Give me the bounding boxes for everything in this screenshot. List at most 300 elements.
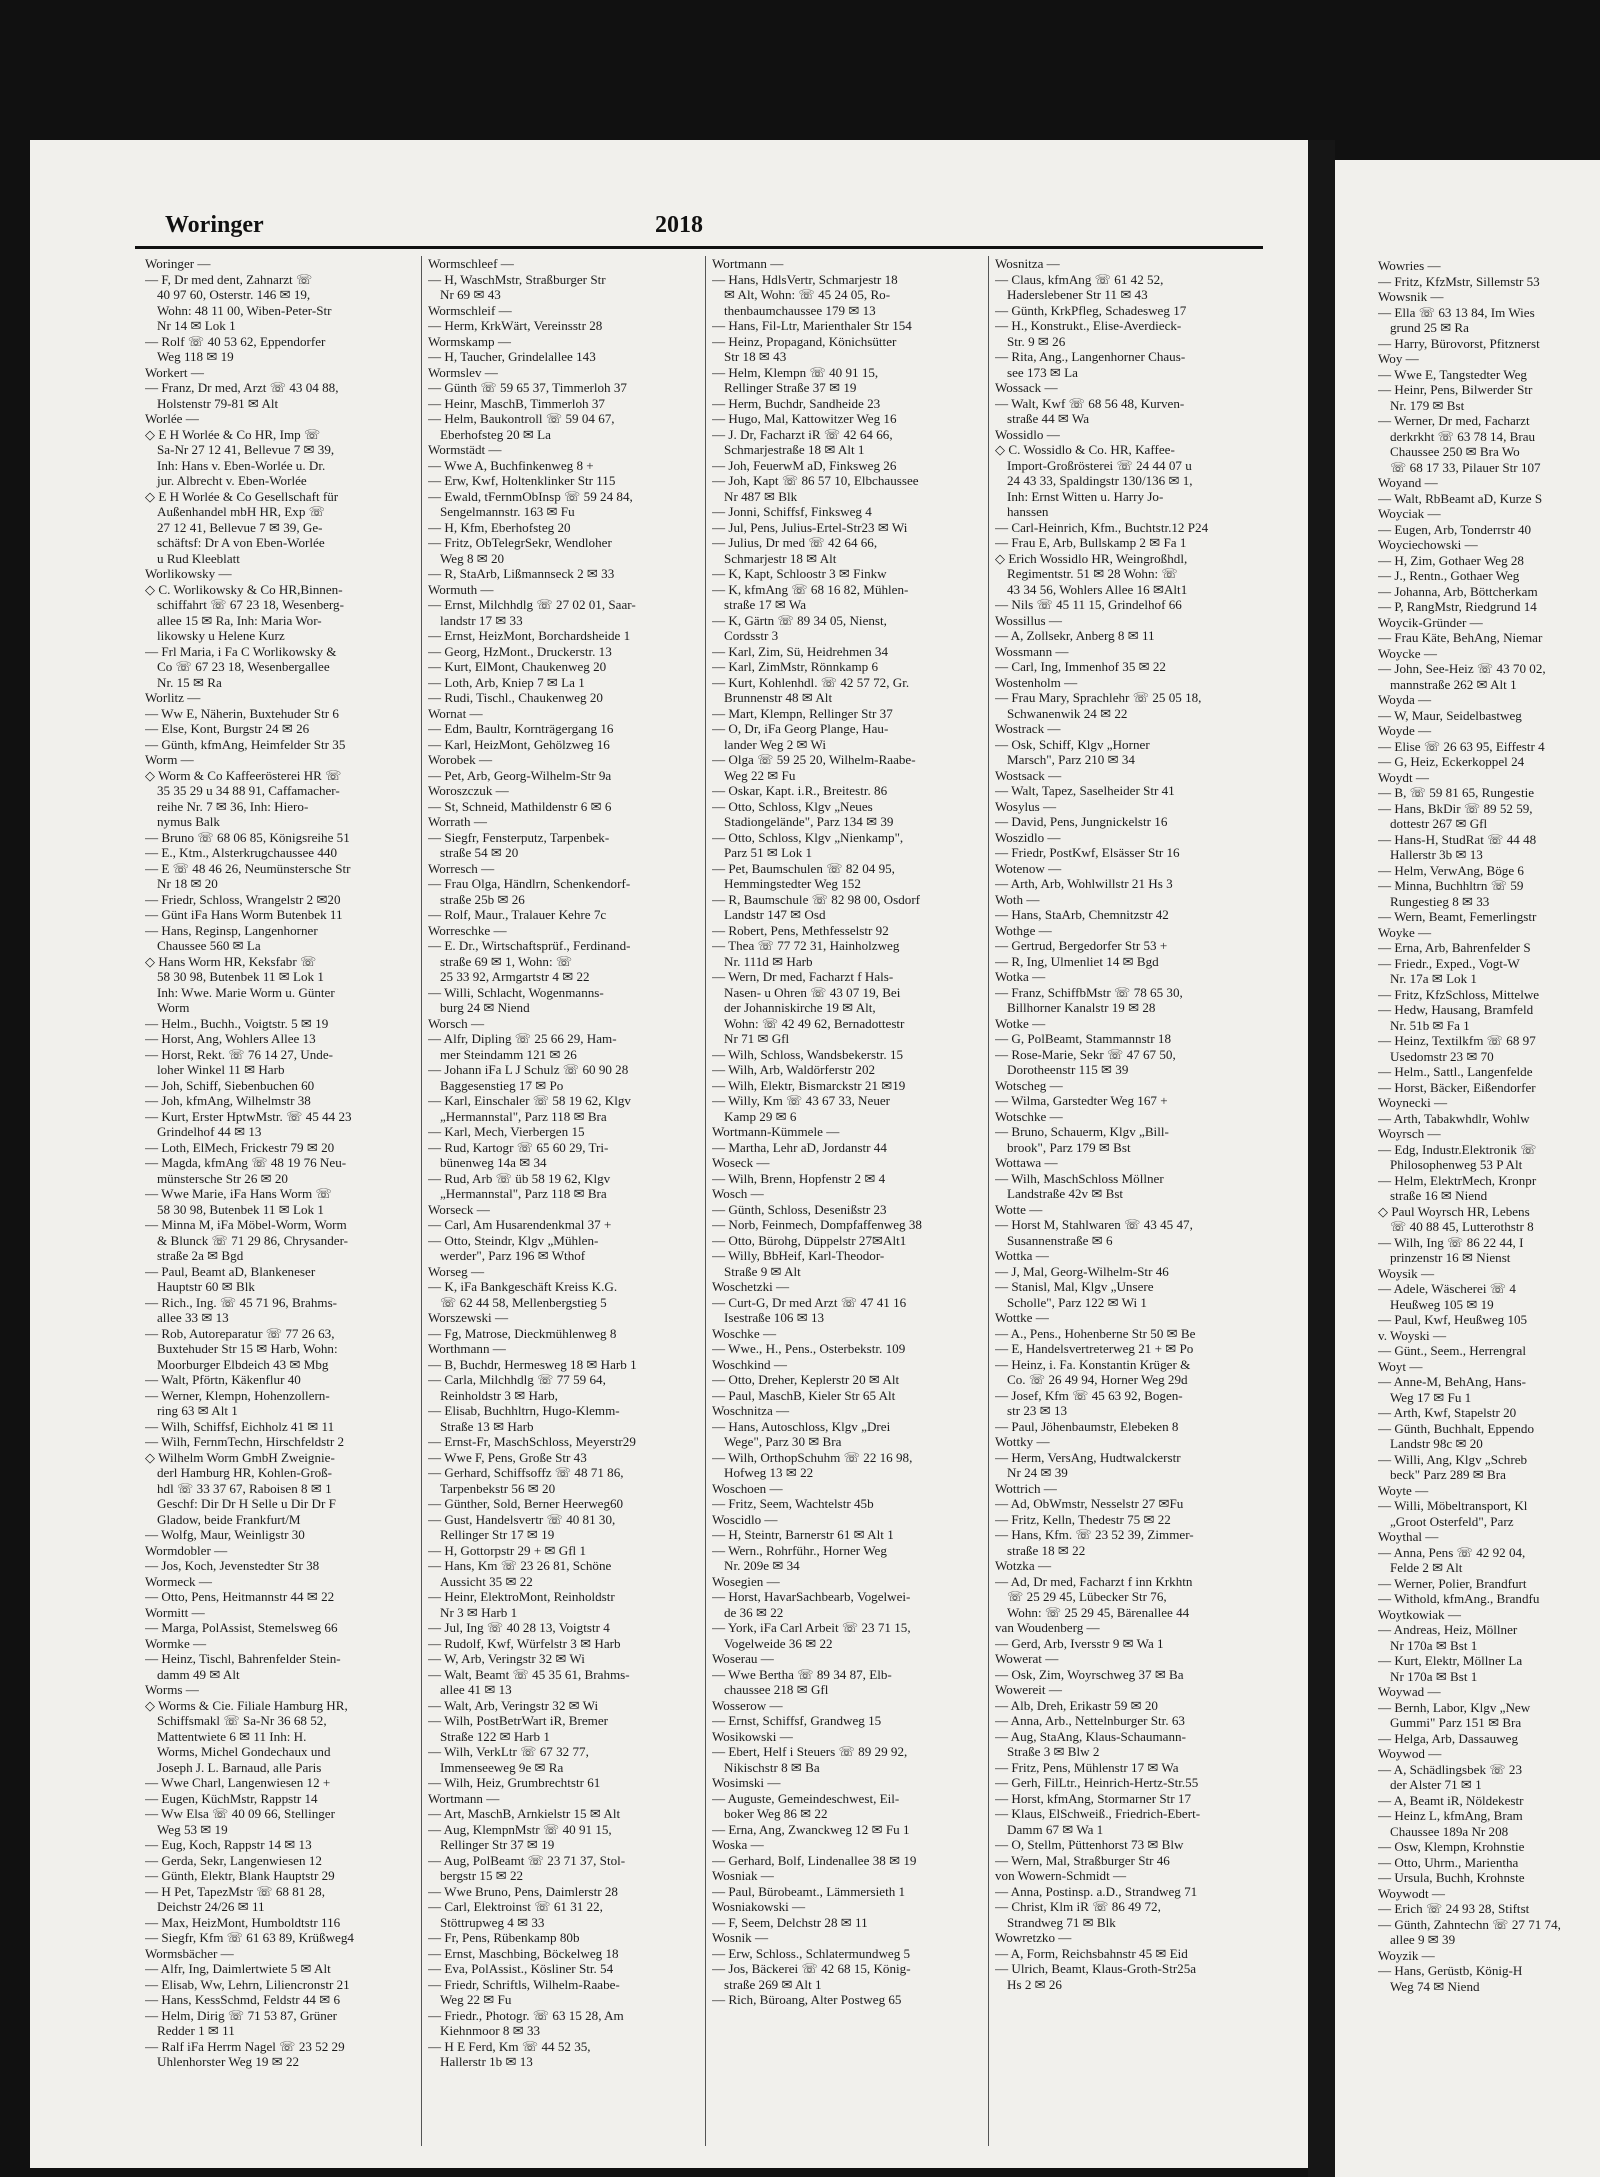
directory-entry: — Paul, MaschB, Kieler Str 65 Alt — [712, 1387, 896, 1403]
directory-entry: — Wilh, MaschSchloss Möllner — [995, 1170, 1164, 1186]
entry-continuation: Gummi" Parz 151 ✉ Bra — [1390, 1715, 1522, 1730]
directory-entry: — Elisab, Buchhltrn, Hugo-Klemm- — [428, 1403, 620, 1418]
directory-entry: — O, Stellm, Püttenhorst 73 ✉ Blw — [995, 1837, 1184, 1852]
surname-heading: Wormuth — — [428, 581, 494, 597]
surname-heading: Woringer — — [145, 256, 211, 271]
surname-heading: Woyde — — [1378, 723, 1432, 738]
surname-heading: Woyte — — [1378, 1482, 1429, 1498]
entry-continuation: Scholle", Parz 122 ✉ Wi 1 — [1007, 1294, 1147, 1310]
directory-entry: — Erw, Kwf, Holtenklinker Str 115 — [428, 473, 616, 488]
entry-continuation: straße 44 ✉ Wa — [1007, 411, 1090, 426]
entry-continuation: Felde 2 ✉ Alt — [1390, 1560, 1463, 1575]
surname-heading: Woschke — — [712, 1325, 777, 1341]
directory-entry: — Ernst-Fr, MaschSchloss, Meyerstr29 — [428, 1434, 636, 1449]
entry-continuation: Stadiongelände", Parz 134 ✉ 39 — [724, 814, 894, 829]
directory-entry: — H, Kfm, Eberhofsteg 20 — [428, 519, 571, 535]
entry-continuation: Nr. 51b ✉ Fa 1 — [1390, 1017, 1470, 1033]
surname-heading: Worms — — [145, 1682, 199, 1697]
entry-continuation: Nr. 209e ✉ 34 — [724, 1558, 800, 1573]
entry-continuation: Sa-Nr 27 12 41, Bellevue 7 ✉ 39, — [157, 442, 335, 457]
directory-entry: — Rudi, Tischl., Chaukenweg 20 — [428, 690, 603, 705]
surname-heading: Wosnitza — — [995, 256, 1060, 271]
surname-heading: Woyrsch — — [1378, 1126, 1441, 1141]
directory-entry: — Johanna, Arb, Böttcherkam — [1378, 583, 1538, 599]
entry-continuation: Haderslebener Str 11 ✉ 43 — [1007, 287, 1148, 302]
directory-entry: — Ernst, Maschbing, Böckelweg 18 — [428, 1945, 619, 1961]
directory-entry: — Otto, Schloss, Klgv „Nienkamp", — [712, 829, 904, 845]
directory-entry: — Friedr, Schloss, Wrangelstr 2 ✉20 — [145, 891, 341, 907]
entry-continuation: Nr 18 ✉ 20 — [157, 876, 218, 891]
directory-entry: — Elisab, Ww, Lehrn, Liliencronstr 21 — [145, 1976, 350, 1992]
entry-continuation: Uhlenhorster Weg 19 ✉ 22 — [157, 2054, 300, 2069]
entry-continuation: 35 35 29 u 34 88 91, Caffamacher- — [157, 783, 340, 798]
directory-entry: — Fritz, Pens, Mühlenstr 17 ✉ Wa — [995, 1759, 1179, 1775]
directory-entry: — Paul, Beamt aD, Blankeneser — [145, 1263, 316, 1279]
surname-heading: Woythal — — [1378, 1529, 1439, 1544]
entry-continuation: likowsky u Helene Kurz — [157, 628, 285, 643]
directory-entry: — Aug, StaAng, Klaus-Schaumann- — [995, 1728, 1186, 1744]
entry-continuation: Redder 1 ✉ 11 — [157, 2023, 235, 2038]
directory-entry: — Rich., Ing. ☏ 45 71 96, Brahms- — [145, 1294, 338, 1310]
directory-entry: — A, Form, Reichsbahnstr 45 ✉ Eid — [995, 1945, 1188, 1961]
directory-entry: — A, Zollsekr, Anberg 8 ✉ 11 — [995, 628, 1155, 643]
directory-entry: — Otto, Dreher, Keplerstr 20 ✉ Alt — [712, 1372, 900, 1387]
entry-continuation: Co ☏ 67 23 18, Wesenbergallee — [157, 659, 330, 674]
directory-entry: — Eugen, Arb, Tonderrstr 40 — [1378, 521, 1532, 537]
entry-continuation: Worm — [157, 1000, 190, 1015]
surname-heading: Woywad — — [1378, 1684, 1441, 1699]
directory-entry: — Eugen, KüchMstr, Rappstr 14 — [145, 1790, 318, 1806]
directory-entry: — Wolfg, Maur, Weinligstr 30 — [145, 1527, 305, 1542]
entry-continuation: Weg 17 ✉ Fu 1 — [1390, 1389, 1472, 1405]
surname-heading: Wosegien — — [712, 1573, 780, 1589]
directory-entry: — H., Konstrukt., Elise-Averdieck- — [995, 318, 1182, 333]
directory-entry: — Loth, ElMech, Frickestr 79 ✉ 20 — [145, 1139, 335, 1155]
directory-entry: — Günth, Elektr, Blank Hauptstr 29 — [145, 1868, 335, 1883]
directory-entry: ◇ Worms & Cie. Filiale Hamburg HR, — [145, 1697, 348, 1713]
directory-entry: — Carl, Ing, Immenhof 35 ✉ 22 — [995, 659, 1166, 674]
entry-continuation: str 23 ✉ 13 — [1007, 1403, 1068, 1418]
entry-continuation: Hallerstr 1b ✉ 13 — [440, 2054, 533, 2069]
entry-continuation: Geschf: Dir Dr H Selle u Dir Dr F — [157, 1496, 336, 1511]
directory-entry: — Joh, Kapt ☏ 86 57 10, Elbchaussee — [712, 473, 919, 488]
entry-continuation: Marsch", Parz 210 ✉ 34 — [1007, 752, 1135, 767]
directory-entry: — Frl Maria, i Fa C Worlikowsky & — [145, 643, 337, 659]
entry-continuation: straße 2a ✉ Bgd — [157, 1248, 244, 1263]
directory-entry: — Karl, Einschaler ☏ 58 19 62, Klgv — [428, 1093, 631, 1108]
directory-entry: — Nils ☏ 45 11 15, Grindelhof 66 — [995, 597, 1182, 612]
surname-heading: Wostenholm — — [995, 674, 1078, 690]
directory-entry: — Kurt, Erster HptwMstr. ☏ 45 44 23 — [145, 1108, 352, 1124]
surname-heading: Wosserow — — [712, 1697, 783, 1713]
directory-entry: — H, WaschMstr, Straßburger Str — [428, 271, 606, 287]
directory-entry: — Erna, Arb, Bahrenfelder S — [1378, 940, 1531, 955]
directory-entry: — Hans, KessSchmd, Feldstr 44 ✉ 6 — [145, 1992, 341, 2007]
running-head: Woringer — [165, 212, 264, 238]
directory-entry: — Wilh, OrthopSchuhm ☏ 22 16 98, — [712, 1449, 913, 1465]
surname-heading: Wowretzko — — [995, 1930, 1072, 1945]
directory-entry: — K, Kapt, Schloostr 3 ✉ Finkw — [712, 566, 887, 581]
directory-entry: — Minna M, iFa Möbel-Worm, Worm — [145, 1217, 347, 1232]
surname-heading: Wotschke — — [995, 1108, 1063, 1124]
directory-entry: — Werner, Dr med, Facharzt — [1378, 413, 1530, 428]
directory-entry: — Jos, Bäckerei ☏ 42 68 15, König- — [712, 1961, 911, 1976]
directory-entry: — Gerhard, Bolf, Lindenallee 38 ✉ 19 — [712, 1852, 917, 1868]
entry-continuation: de 36 ✉ 22 — [724, 1604, 784, 1620]
directory-entry: — David, Pens, Jungnickelstr 16 — [995, 814, 1168, 829]
directory-entry: — Frau Mary, Sprachlehr ☏ 25 05 18, — [995, 690, 1202, 705]
entry-continuation: ☏ 62 44 58, Mellenbergstieg 5 — [440, 1294, 607, 1310]
directory-entry: — Joh, Schiff, Siebenbuchen 60 — [145, 1077, 315, 1093]
directory-entry: — Wwe., H., Pens., Osterbekstr. 109 — [712, 1341, 906, 1356]
entry-continuation: straße 25b ✉ 26 — [440, 891, 525, 907]
entry-continuation: hanssen — [1007, 504, 1049, 519]
surname-heading: Woseck — — [712, 1155, 770, 1170]
directory-entry: — Walt, Arb, Veringstr 32 ✉ Wi — [428, 1697, 599, 1713]
surname-heading: Woywodt — — [1378, 1885, 1445, 1901]
directory-entry: — Walt, Kwf ☏ 68 56 48, Kurven- — [995, 395, 1185, 411]
directory-entry: — Osk, Zim, Woyrschweg 37 ✉ Ba — [995, 1666, 1184, 1682]
directory-entry: — Heinr, ElektroMont, Reinholdstr — [428, 1589, 615, 1604]
entry-continuation: Straße 13 ✉ Harb — [440, 1418, 534, 1434]
directory-entry: — Ernst, HeizMont, Borchardsheide 1 — [428, 628, 631, 643]
surname-heading: Woycik-Gründer — — [1378, 614, 1483, 630]
entry-continuation: lander Weg 2 ✉ Wi — [724, 736, 826, 752]
directory-entry: — Ewald, tFernmObInsp ☏ 59 24 84, — [428, 488, 633, 504]
directory-entry: — John, See-Heiz ☏ 43 70 02, — [1378, 661, 1546, 676]
directory-entry: — B, Buchdr, Hermesweg 18 ✉ Harb 1 — [428, 1356, 637, 1372]
entry-continuation: 40 97 60, Osterstr. 146 ✉ 19, — [157, 287, 311, 302]
directory-entry: — Otto, Uhrm., Marientha — [1378, 1854, 1519, 1870]
entry-continuation: Weg 22 ✉ Fu — [724, 767, 796, 783]
entry-continuation: Landstr 98c ✉ 20 — [1390, 1436, 1483, 1451]
directory-entry: — Wern., Rohrführ., Horner Weg — [712, 1542, 887, 1558]
directory-entry: — R, Baumschule ☏ 82 98 00, Osdorf — [712, 891, 921, 907]
entry-continuation: Str 18 ✉ 43 — [724, 349, 787, 364]
directory-entry: — Wern, Beamt, Femerlingstr — [1378, 909, 1537, 924]
directory-entry: — Willy, Km ☏ 43 67 33, Neuer — [712, 1093, 891, 1108]
directory-entry: — Heinz, Textilkfm ☏ 68 97 — [1378, 1033, 1536, 1048]
surname-heading: Woserau — — [712, 1651, 774, 1666]
entry-continuation: Schmarjestr 18 ✉ Alt — [724, 550, 837, 566]
surname-heading: Worlitz — — [145, 690, 201, 705]
directory-entry: — Jos, Koch, Jevenstedter Str 38 — [145, 1558, 320, 1573]
entry-continuation: Parz 51 ✉ Lok 1 — [724, 845, 813, 860]
entry-continuation: Chaussee 250 ✉ Bra Wo — [1390, 444, 1520, 459]
directory-entry: — Georg, HzMont., Druckerstr. 13 — [428, 643, 612, 659]
surname-heading: Wosylus — — [995, 798, 1057, 814]
directory-entry: — Wwe Charl, Langenwiesen 12 + — [145, 1775, 331, 1790]
directory-entry: — Siegfr, Kfm ☏ 61 63 89, Krüßweg4 — [145, 1930, 354, 1945]
entry-continuation: brook", Parz 179 ✉ Bst — [1007, 1139, 1131, 1155]
entry-continuation: Nr 24 ✉ 39 — [1007, 1465, 1068, 1480]
directory-entry: — Hugo, Mal, Kattowitzer Weg 16 — [712, 411, 897, 426]
directory-entry: — Friedr., Photogr. ☏ 63 15 28, Am — [428, 2007, 624, 2023]
directory-entry: — Loth, Arb, Kniep 7 ✉ La 1 — [428, 674, 585, 690]
directory-entry: ◇ Wilhelm Worm GmbH Zweignie- — [145, 1449, 335, 1465]
surname-heading: Wormschleif — — [428, 302, 512, 318]
surname-heading: Wosniakowski — — [712, 1899, 806, 1914]
entry-continuation: Weg 22 ✉ Fu — [440, 1992, 512, 2007]
entry-continuation: Regimentstr. 51 ✉ 28 Wohn: ☏ — [1007, 566, 1178, 581]
directory-entry: — Franz, Dr med, Arzt ☏ 43 04 88, — [145, 380, 339, 395]
entry-continuation: Holstenstr 79-81 ✉ Alt — [157, 395, 279, 411]
surname-heading: Worrath — — [428, 814, 487, 829]
directory-entry: — H, Gottorpstr 29 + ✉ Gfl 1 — [428, 1542, 587, 1558]
surname-heading: Woyand — — [1378, 475, 1438, 490]
entry-continuation: Schmarjestraße 18 ✉ Alt 1 — [724, 442, 865, 457]
directory-entry: — Hans-H, StudRat ☏ 44 48 — [1378, 831, 1537, 847]
directory-entry: — Magda, kfmAng ☏ 48 19 76 Neu- — [145, 1155, 347, 1170]
surname-heading: Worm — — [145, 752, 194, 767]
directory-entry: — Oskar, Kapt. i.R., Breitestr. 86 — [712, 783, 888, 798]
entry-continuation: Nr 71 ✉ Gfl — [724, 1031, 790, 1046]
directory-entry: — Franz, SchiffbMstr ☏ 78 65 30, — [995, 984, 1183, 1000]
surname-heading: Woysik — — [1378, 1265, 1435, 1281]
surname-heading: Wottrich — — [995, 1480, 1057, 1496]
directory-entry: — H, Zim, Gothaer Weg 28 — [1378, 552, 1524, 568]
surname-heading: van Woudenberg — — [995, 1620, 1100, 1635]
entry-continuation: Nr 487 ✉ Blk — [724, 488, 798, 504]
directory-entry: — Ursula, Buchh, Krohnste — [1378, 1870, 1525, 1885]
entry-continuation: Brunnenstr 48 ✉ Alt — [724, 690, 833, 705]
directory-entry: — Curt-G, Dr med Arzt ☏ 47 41 16 — [712, 1294, 907, 1310]
directory-entry: — A, Schädlingsbek ☏ 23 — [1378, 1761, 1523, 1777]
entry-continuation: Nr 3 ✉ Harb 1 — [440, 1604, 518, 1620]
directory-entry: — Friedr, PostKwf, Elsässer Str 16 — [995, 845, 1180, 860]
directory-entry: — Elise ☏ 26 63 95, Eiffestr 4 — [1378, 738, 1545, 754]
directory-entry: — Günth, Buchhalt, Eppendo — [1378, 1420, 1535, 1436]
directory-entry: — Kurt, Elektr, Möllner La — [1378, 1653, 1523, 1668]
directory-entry: — Friedr., Exped., Vogt-W — [1378, 955, 1520, 971]
directory-entry: — Hans, Kfm. ☏ 23 52 39, Zimmer- — [995, 1527, 1194, 1542]
directory-entry: — Wwe E, Tangstedter Weg — [1378, 366, 1527, 382]
entry-continuation: 25 33 92, Armgartstr 4 ✉ 22 — [440, 969, 590, 984]
directory-entry: — H, Steintr, Barnerstr 61 ✉ Alt 1 — [712, 1527, 894, 1542]
directory-entry: — Heinz L, kfmAng, Bram — [1378, 1808, 1523, 1823]
directory-entry: — Wern, Mal, Straßburger Str 46 — [995, 1852, 1170, 1868]
entry-continuation: Hs 2 ✉ 26 — [1007, 1976, 1062, 1992]
entry-continuation: ☏ 25 29 45, Lübecker Str 76, — [1007, 1589, 1167, 1604]
directory-entry: — Arth, Tabakwhdlr, Wohlw — [1378, 1110, 1530, 1126]
surname-heading: Woschkind — — [712, 1356, 787, 1372]
entry-continuation: Dorotheenstr 115 ✉ 39 — [1007, 1062, 1129, 1077]
directory-entry: — Helm, ElektrMech, Kronpr — [1378, 1172, 1537, 1188]
directory-entry: — Bruno ☏ 68 06 85, Königsreihe 51 — [145, 829, 350, 845]
entry-continuation: derkrkht ☏ 63 78 14, Brau — [1390, 428, 1536, 444]
directory-entry: — York, iFa Carl Arbeit ☏ 23 71 15, — [712, 1620, 911, 1635]
directory-column-2 — [428, 256, 700, 2151]
surname-heading: Wotte — — [995, 1201, 1043, 1217]
directory-entry: — Günth, kfmAng, Heimfelder Str 35 — [145, 736, 346, 752]
entry-continuation: jur. Albrecht v. Eben-Worlée — [157, 473, 307, 488]
directory-entry: — Fritz, ObTelegrSekr, Wendloher — [428, 535, 612, 550]
directory-entry: — Herm, Buchdr, Sandheide 23 — [712, 395, 881, 411]
entry-continuation: Wohn: ☏ 25 29 45, Bärenallee 44 — [1007, 1604, 1190, 1620]
directory-entry: — Max, HeizMont, Humboldtstr 116 — [145, 1914, 341, 1930]
directory-entry: — H E Ferd, Km ☏ 44 52 35, — [428, 2038, 591, 2054]
directory-entry: — Herm, VersAng, Hudtwalckerstr — [995, 1449, 1181, 1465]
surname-heading: Wosikowski — — [712, 1728, 793, 1744]
directory-entry: — E. Dr., Wirtschaftsprüf., Ferdinand- — [428, 938, 631, 953]
page-header — [135, 212, 1263, 249]
entry-continuation: Nr. 15 ✉ Ra — [157, 674, 222, 690]
directory-entry: — Hans, Fil-Ltr, Marienthaler Str 154 — [712, 318, 912, 333]
directory-entry: — O, Dr, iFa Georg Plange, Hau- — [712, 721, 889, 736]
entry-continuation: Chaussee 189a Nr 208 — [1390, 1823, 1509, 1839]
directory-entry: — Eva, PolAssist., Kösliner Str. 54 — [428, 1961, 614, 1976]
entry-continuation: Straße 3 ✉ Blw 2 — [1007, 1744, 1100, 1759]
directory-entry: — Helga, Arb, Dassauweg — [1378, 1730, 1518, 1746]
entry-continuation: Nr 69 ✉ 43 — [440, 287, 501, 302]
entry-continuation: Hauptstr 60 ✉ Blk — [157, 1279, 255, 1294]
directory-entry: — Otto, Pens, Heitmannstr 44 ✉ 22 — [145, 1589, 335, 1604]
directory-entry: — Edg, Industr.Elektronik ☏ — [1378, 1141, 1537, 1157]
directory-entry: — Willi, Ang, Klgv „Schreb — [1378, 1451, 1528, 1467]
directory-entry: — Hans, StaArb, Chemnitzstr 42 — [995, 907, 1169, 922]
directory-entry: — Hans, Km ☏ 23 26 81, Schöne — [428, 1558, 612, 1573]
directory-entry: — Erw, Schloss., Schlatermundweg 5 — [712, 1945, 911, 1961]
directory-entry: — Wilh, Brenn, Hopfenstr 2 ✉ 4 — [712, 1170, 886, 1186]
directory-entry: — Siegfr, Fensterputz, Tarpenbek- — [428, 829, 610, 845]
directory-entry: — Wilh, FernmTechn, Hirschfeldstr 2 — [145, 1434, 345, 1449]
directory-entry: — Kurt, ElMont, Chaukenweg 20 — [428, 659, 607, 674]
directory-entry: — Alfr, Ing, Daimlertwiete 5 ✉ Alt — [145, 1961, 331, 1976]
directory-entry: — R, StaArb, Lißmannseck 2 ✉ 33 — [428, 566, 615, 581]
entry-continuation: Deichstr 24/26 ✉ 11 — [157, 1899, 265, 1914]
surname-heading: Wortmann-Kümmele — — [712, 1124, 840, 1139]
entry-continuation: Nr. 179 ✉ Bst — [1390, 397, 1465, 413]
directory-entry: — E., Ktm., Alsterkrugchaussee 440 — [145, 845, 338, 860]
directory-entry: — Fritz, Kelln, Thedestr 75 ✉ 22 — [995, 1511, 1171, 1527]
directory-entry: — Ernst, Milchhdlg ☏ 27 02 01, Saar- — [428, 597, 636, 612]
surname-heading: Wowries — — [1378, 258, 1441, 273]
directory-entry: — Günt iFa Hans Worm Butenbek 11 — [145, 907, 343, 922]
directory-entry: — E, Handelsvertreterweg 21 + ✉ Po — [995, 1341, 1194, 1356]
surname-heading: Wossack — — [995, 380, 1058, 395]
entry-continuation: Nasen- u Ohren ☏ 43 07 19, Bei — [724, 984, 901, 1000]
surname-heading: Wowsnik — — [1378, 289, 1444, 304]
directory-entry: ◇ Worm & Co Kaffeerösterei HR ☏ — [145, 767, 342, 783]
directory-entry: — Helm, Dirig ☏ 71 53 87, Grüner — [145, 2007, 338, 2023]
entry-continuation: 43 34 56, Wohlers Allee 16 ✉Alt1 — [1007, 581, 1188, 597]
directory-entry: — W, Maur, Seidelbastweg — [1378, 707, 1522, 723]
entry-continuation: ring 63 ✉ Alt 1 — [157, 1403, 238, 1418]
entry-continuation: reihe Nr. 7 ✉ 36, Inh: Hiero- — [157, 798, 309, 814]
directory-entry: — Paul, Bürobeamt., Lämmersieth 1 — [712, 1883, 906, 1899]
entry-continuation: Isestraße 106 ✉ 13 — [724, 1310, 825, 1325]
directory-entry: — Erich ☏ 24 93 28, Stiftst — [1378, 1901, 1530, 1916]
directory-entry: — Rud, Arb ☏ üb 58 19 62, Klgv — [428, 1170, 611, 1186]
directory-entry: — Günth, KrkPfleg, Schadesweg 17 — [995, 302, 1187, 318]
surname-heading: Wormschleef — — [428, 256, 514, 271]
entry-continuation: Sengelmannstr. 163 ✉ Fu — [440, 504, 575, 519]
directory-entry: — Alfr, Dipling ☏ 25 66 29, Ham- — [428, 1031, 617, 1046]
directory-entry: — Karl, Zim, Sü, Heidrehmen 34 — [712, 643, 889, 659]
directory-entry: — Günther, Sold, Berner Heerweg60 — [428, 1496, 624, 1511]
directory-entry: — Helm., Buchh., Voigtstr. 5 ✉ 19 — [145, 1015, 329, 1031]
directory-entry: — Carl, Elektroinst ☏ 61 31 22, — [428, 1899, 603, 1914]
directory-entry: — Else, Kont, Burgstr 24 ✉ 26 — [145, 721, 310, 736]
directory-entry: — Otto, Bürohg, Düppelstr 27✉Alt1 — [712, 1232, 907, 1248]
directory-entry: — Rudolf, Kwf, Würfelstr 3 ✉ Harb — [428, 1635, 621, 1651]
entry-continuation: dottestr 267 ✉ Gfl — [1390, 816, 1488, 831]
entry-continuation: Moorburger Elbdeich 43 ✉ Mbg — [157, 1356, 329, 1372]
directory-entry: — Helm, VerwAng, Böge 6 — [1378, 862, 1524, 878]
directory-entry: — Ralf iFa Herrm Nagel ☏ 23 52 29 — [145, 2038, 345, 2054]
directory-entry: — Ella ☏ 63 13 84, Im Wies — [1378, 304, 1535, 320]
entry-continuation: Co. ☏ 26 49 94, Horner Weg 29d — [1007, 1372, 1188, 1387]
directory-entry: — Wilh, Ing ☏ 86 22 44, I — [1378, 1234, 1524, 1250]
entry-continuation: Kiehnmoor 8 ✉ 33 — [440, 2023, 541, 2038]
directory-entry: — Ad, Dr med, Facharzt f inn Krkhtn — [995, 1573, 1193, 1589]
directory-entry: — Wwe F, Pens, Große Str 43 — [428, 1449, 587, 1465]
surname-heading: Worseck — — [428, 1201, 490, 1217]
directory-entry: ◇ Paul Woyrsch HR, Lebens — [1378, 1203, 1530, 1219]
entry-continuation: Susannenstraße ✉ 6 — [1007, 1232, 1113, 1248]
entry-continuation: „Hermannstal", Parz 118 ✉ Bra — [440, 1108, 607, 1124]
surname-heading: Woyzik — — [1378, 1947, 1435, 1963]
surname-heading: Worseg — — [428, 1263, 485, 1279]
entry-continuation: Heußweg 105 ✉ 19 — [1390, 1296, 1494, 1312]
surname-heading: Woska — — [712, 1837, 764, 1852]
surname-heading: Woschnitza — — [712, 1403, 790, 1418]
directory-entry: — Jul, Ing ☏ 40 28 13, Voigtstr 4 — [428, 1620, 610, 1635]
entry-continuation: Landstraße 42v ✉ Bst — [1007, 1186, 1124, 1201]
directory-entry: — Walt, Pförtn, Käkenflur 40 — [145, 1372, 301, 1387]
entry-continuation: straße 16 ✉ Niend — [1390, 1188, 1488, 1203]
entry-continuation: derl Hamburg HR, Kohlen-Groß- — [157, 1465, 333, 1480]
directory-entry: — Paul, Kwf, Heußweg 105 — [1378, 1312, 1528, 1327]
directory-entry: — H, Taucher, Grindelallee 143 — [428, 349, 596, 364]
directory-entry: — Heinr, Pens, Bilwerder Str — [1378, 382, 1533, 397]
directory-entry: — Rolf, Maur., Tralauer Kehre 7c — [428, 907, 607, 922]
surname-heading: Wortmann — — [712, 256, 784, 271]
surname-heading: v. Woyski — — [1378, 1327, 1447, 1343]
directory-entry: — Wilh, Elektr, Bismarckstr 21 ✉19 — [712, 1077, 906, 1093]
entry-continuation: Wohn: ☏ 42 49 62, Bernadottestr — [724, 1015, 905, 1031]
directory-entry: — Horst, HavarSachbearb, Vogelwei- — [712, 1589, 911, 1604]
directory-entry: — Ww E, Näherin, Buxtehuder Str 6 — [145, 705, 339, 721]
entry-continuation: thenbaumchaussee 179 ✉ 13 — [724, 302, 876, 318]
entry-continuation: Import-Großrösterei ☏ 24 44 07 u — [1007, 457, 1192, 473]
surname-heading: Wottka — — [995, 1248, 1049, 1263]
directory-entry: — Otto, Schloss, Klgv „Neues — [712, 798, 873, 814]
directory-entry: — Pet, Arb, Georg-Wilhelm-Str 9a — [428, 767, 612, 783]
surname-heading: Worlikowsky — — [145, 566, 232, 581]
entry-continuation: mannstraße 262 ✉ Alt 1 — [1390, 676, 1517, 692]
entry-continuation: allee 15 ✉ Ra, Inh: Maria Wor- — [157, 612, 322, 628]
surname-heading: Wormslev — — [428, 364, 498, 380]
directory-entry: — Wwe Marie, iFa Hans Worm ☏ — [145, 1186, 332, 1201]
entry-continuation: Vogelweide 36 ✉ 22 — [724, 1635, 833, 1651]
entry-continuation: 24 43 33, Spaldingstr 130/136 ✉ 1, — [1007, 473, 1193, 488]
entry-continuation: Philosophenweg 53 P Alt — [1390, 1157, 1523, 1172]
surname-heading: Worszewski — — [428, 1310, 509, 1325]
surname-heading: Wosimski — — [712, 1775, 781, 1790]
surname-heading: Woschoen — — [712, 1480, 783, 1496]
directory-entry: — Walt, Beamt ☏ 45 35 61, Brahms- — [428, 1666, 630, 1682]
directory-entry: — Walt, RbBeamt aD, Kurze S — [1378, 490, 1543, 506]
entry-continuation: Nr. 111d ✉ Harb — [724, 953, 813, 969]
entry-continuation: & Blunck ☏ 71 29 86, Chrysander- — [157, 1232, 349, 1248]
directory-entry: — Werner, Polier, Brandfurt — [1378, 1575, 1527, 1591]
directory-entry: — Walt, Tapez, Saselheider Str 41 — [995, 783, 1175, 798]
surname-heading: Wottawa — — [995, 1155, 1058, 1170]
entry-continuation: Nikischstr 8 ✉ Ba — [724, 1759, 820, 1775]
entry-continuation: allee 33 ✉ 13 — [157, 1310, 229, 1325]
entry-continuation: Strandweg 71 ✉ Blk — [1007, 1914, 1116, 1930]
